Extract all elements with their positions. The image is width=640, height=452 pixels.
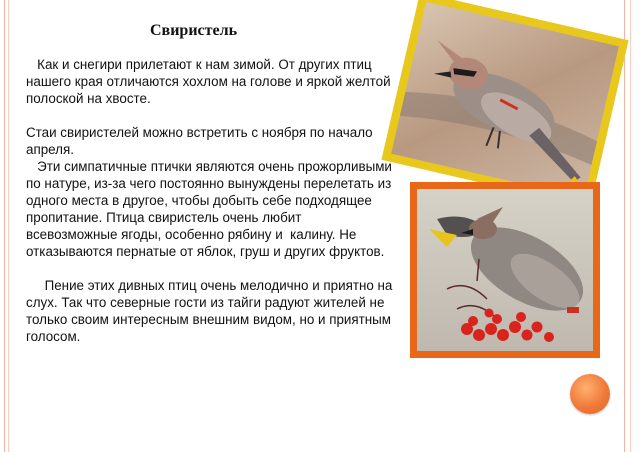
paragraph-1: Как и снегири прилетают к нам зимой. От других птиц нашего края отличаются хохлом на голове и яркой желтой полоской на хвосте. [26,57,395,106]
right-border-stripe-2 [630,0,631,452]
waxwing-berries-image [417,189,593,351]
decorative-orange-circle [570,374,610,414]
waxwing-photo-1 [381,0,628,208]
waxwing-perched-image [391,2,619,199]
left-border-stripe-2 [8,0,9,452]
paragraph-4: Пение этих дивных птиц очень мелодично и приятно на слух. Так что северные гости из тайги радуют жителей не только своим интересным внешним видом, но и приятным голосом. [26,278,397,344]
page-title: Свиристель [150,22,238,39]
article-text [26,56,396,345]
right-border-stripe [624,0,625,452]
paragraph-3: Эти симпатичные птички являются очень прожорливыми по натуре, из-за чего постоянно вынуждены перелетать из одного места в другое, чтобы добыть себе подходящее пропитание. Птица свиристель очень любит всевозможные ягоды, особенно рябину и калину. Не отказываются пернатые от яблок, груш и других фруктов. [26,159,396,259]
paragraph-blank-1 [26,107,396,124]
waxwing-photo-2 [410,182,600,358]
paragraph-blank-2 [26,260,396,277]
left-border-stripe [4,0,5,452]
paragraph-2: Стаи свиристелей можно встретить с ноября по начало апреля. [26,125,377,157]
